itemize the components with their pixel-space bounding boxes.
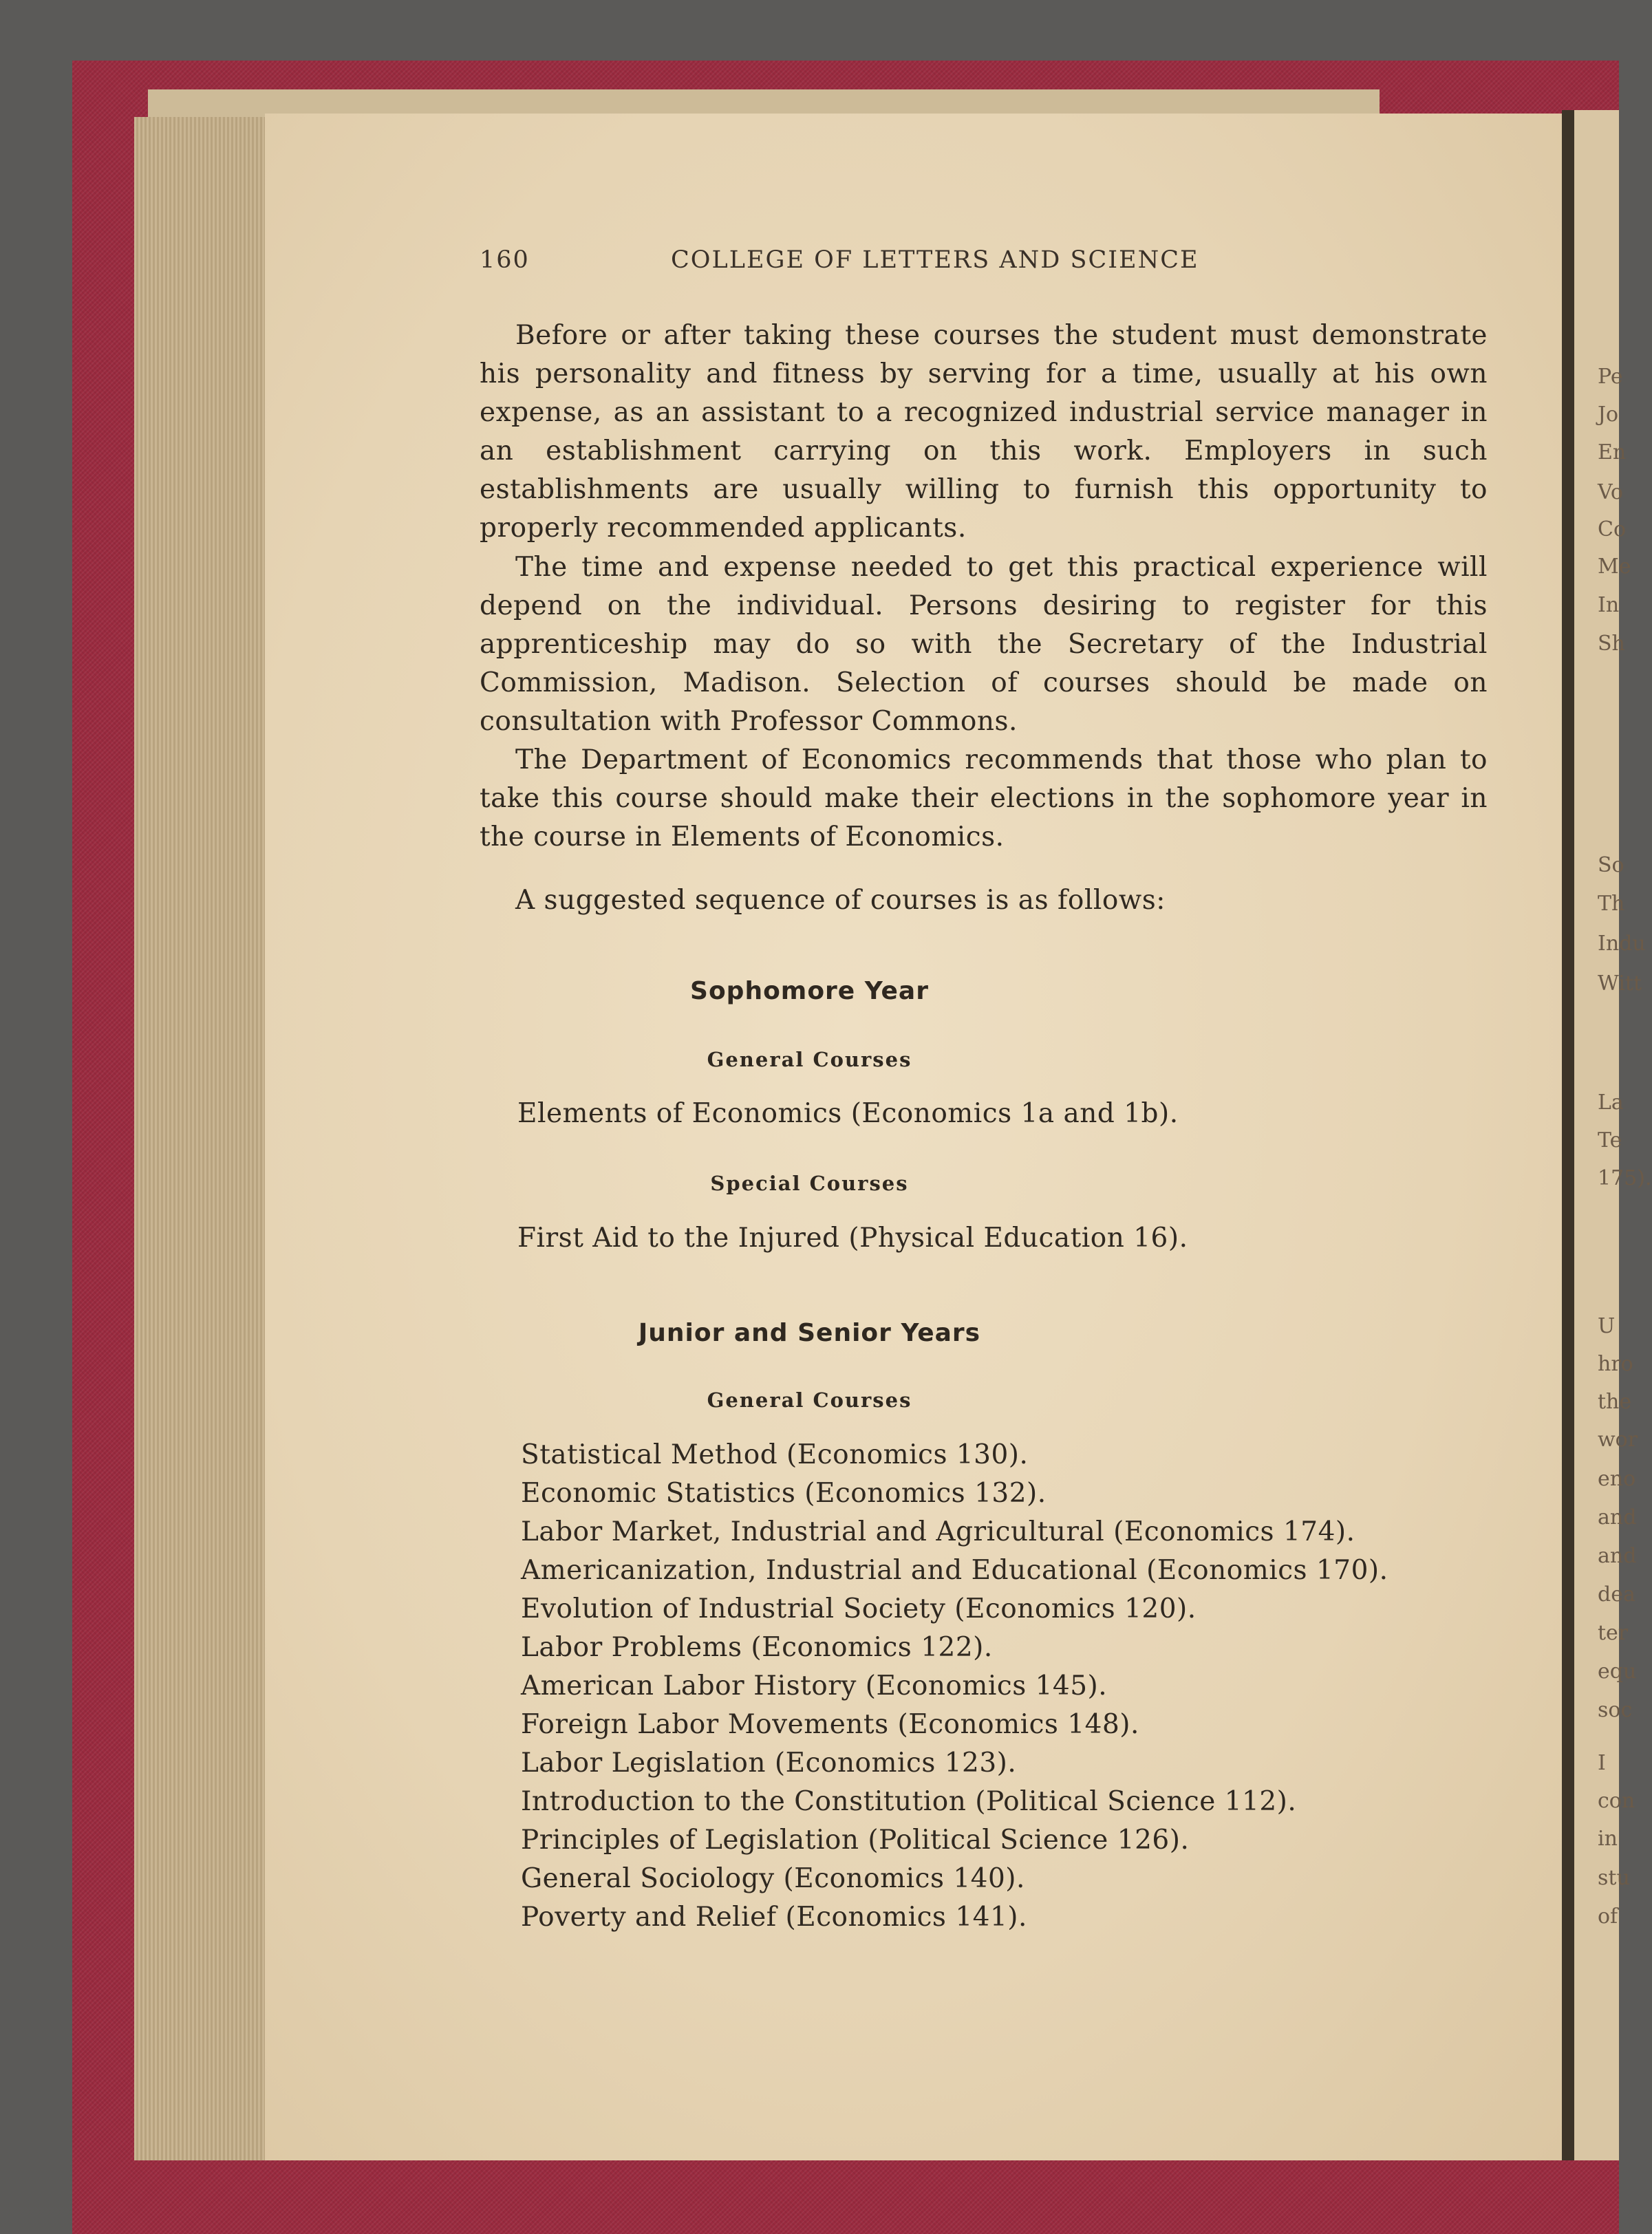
sophomore-general-course: Elements of Economics (Economics 1a and 1b). xyxy=(517,1098,1179,1129)
list-item: Evolution of Industrial Society (Economics 120). xyxy=(521,1593,1197,1624)
facing-fragment: I xyxy=(1598,1751,1606,1775)
sequence-intro: A suggested sequence of courses is as follows: xyxy=(515,885,1166,916)
facing-fragment: eno xyxy=(1598,1467,1636,1491)
list-item: Americanization, Industrial and Educational (Economics 170). xyxy=(521,1555,1388,1586)
facing-fragment: dea xyxy=(1598,1582,1635,1607)
list-item: Introduction to the Constitution (Political Science 112). xyxy=(521,1786,1297,1817)
page-number: 160 xyxy=(480,246,530,274)
list-item: Labor Market, Industrial and Agricultural (Economics 174). xyxy=(521,1516,1355,1547)
list-item: Foreign Labor Movements (Economics 148). xyxy=(521,1709,1139,1740)
list-item: American Labor History (Economics 145). xyxy=(521,1671,1108,1701)
facing-fragment: En xyxy=(1598,440,1627,464)
facing-fragment: La xyxy=(1598,1091,1624,1115)
list-item: Economic Statistics (Economics 132). xyxy=(521,1478,1047,1509)
facing-fragment: Jo xyxy=(1598,402,1619,427)
junior-senior-heading: Junior and Senior Years xyxy=(638,1319,981,1347)
facing-fragment: in xyxy=(1598,1827,1618,1851)
facing-fragment: con xyxy=(1598,1789,1635,1813)
list-item: Statistical Method (Economics 130). xyxy=(521,1439,1029,1470)
facing-fragment: the xyxy=(1598,1390,1632,1414)
facing-fragment: soc xyxy=(1598,1698,1633,1722)
junior-senior-general-heading: General Courses xyxy=(707,1388,912,1412)
facing-fragment: Witt xyxy=(1598,971,1642,996)
facing-fragment: In xyxy=(1598,593,1620,617)
running-head: COLLEGE OF LETTERS AND SCIENCE xyxy=(671,246,1199,274)
facing-fragment: and xyxy=(1598,1544,1637,1568)
junior-senior-course-list xyxy=(521,1436,1388,1937)
facing-fragment: Te xyxy=(1598,1128,1622,1152)
facing-fragment: Me xyxy=(1598,555,1631,579)
list-item: Poverty and Relief (Economics 141). xyxy=(521,1902,1027,1933)
list-item: Labor Legislation (Economics 123). xyxy=(521,1748,1017,1779)
sophomore-year-heading: Sophomore Year xyxy=(690,977,929,1005)
facing-fragment: Sh xyxy=(1598,632,1625,656)
facing-fragment: 175). xyxy=(1598,1166,1652,1190)
sophomore-special-heading: Special Courses xyxy=(710,1172,909,1195)
sophomore-general-heading: General Courses xyxy=(707,1048,912,1071)
facing-fragment: Co xyxy=(1598,517,1627,541)
facing-fragment: Vo xyxy=(1598,480,1623,504)
list-item: General Sociology (Economics 140). xyxy=(521,1863,1025,1894)
facing-fragment: ter xyxy=(1598,1621,1629,1645)
sophomore-special-course: First Aid to the Injured (Physical Education 16). xyxy=(517,1223,1188,1254)
facing-fragment: and xyxy=(1598,1505,1637,1529)
facing-fragment: hro xyxy=(1598,1352,1633,1376)
list-item: Labor Problems (Economics 122). xyxy=(521,1632,993,1663)
paragraph-department-recommendation: The Department of Economics recommends that those who plan to take this course should make their elections in the sophomore year in the course in Elements of Economics. xyxy=(480,744,1488,852)
list-item: Principles of Legislation (Political Science 126). xyxy=(521,1825,1190,1856)
facing-fragment: Indu xyxy=(1598,932,1646,956)
facing-fragment: wor xyxy=(1598,1428,1638,1452)
paragraph-apprenticeship: Before or after taking these courses the student must demonstrate his personality and fitness by serving for a time, usually at his own expense, as an assistant to a recognized industrial service manager in an establishment carrying on this work. Employers in such establishments are usually willing to furnish this opportunity to properly recommended applicants. xyxy=(480,320,1488,544)
facing-fragment: Th xyxy=(1598,892,1625,916)
facing-fragment: of xyxy=(1598,1904,1618,1929)
facing-fragment: equ xyxy=(1598,1660,1637,1684)
facing-fragment: Pe xyxy=(1598,365,1623,389)
facing-fragment: stu xyxy=(1598,1866,1630,1890)
facing-fragment: So xyxy=(1598,853,1624,877)
paragraph-time-expense: The time and expense needed to get this practical experience will depend on the individual. Persons desiring to register for this apprenticeship may do so with the Secretary of the Industrial Commission, Madison. Selection of courses should be made on consultation with Professor Commons. xyxy=(480,552,1488,737)
facing-fragment: U xyxy=(1598,1314,1616,1338)
